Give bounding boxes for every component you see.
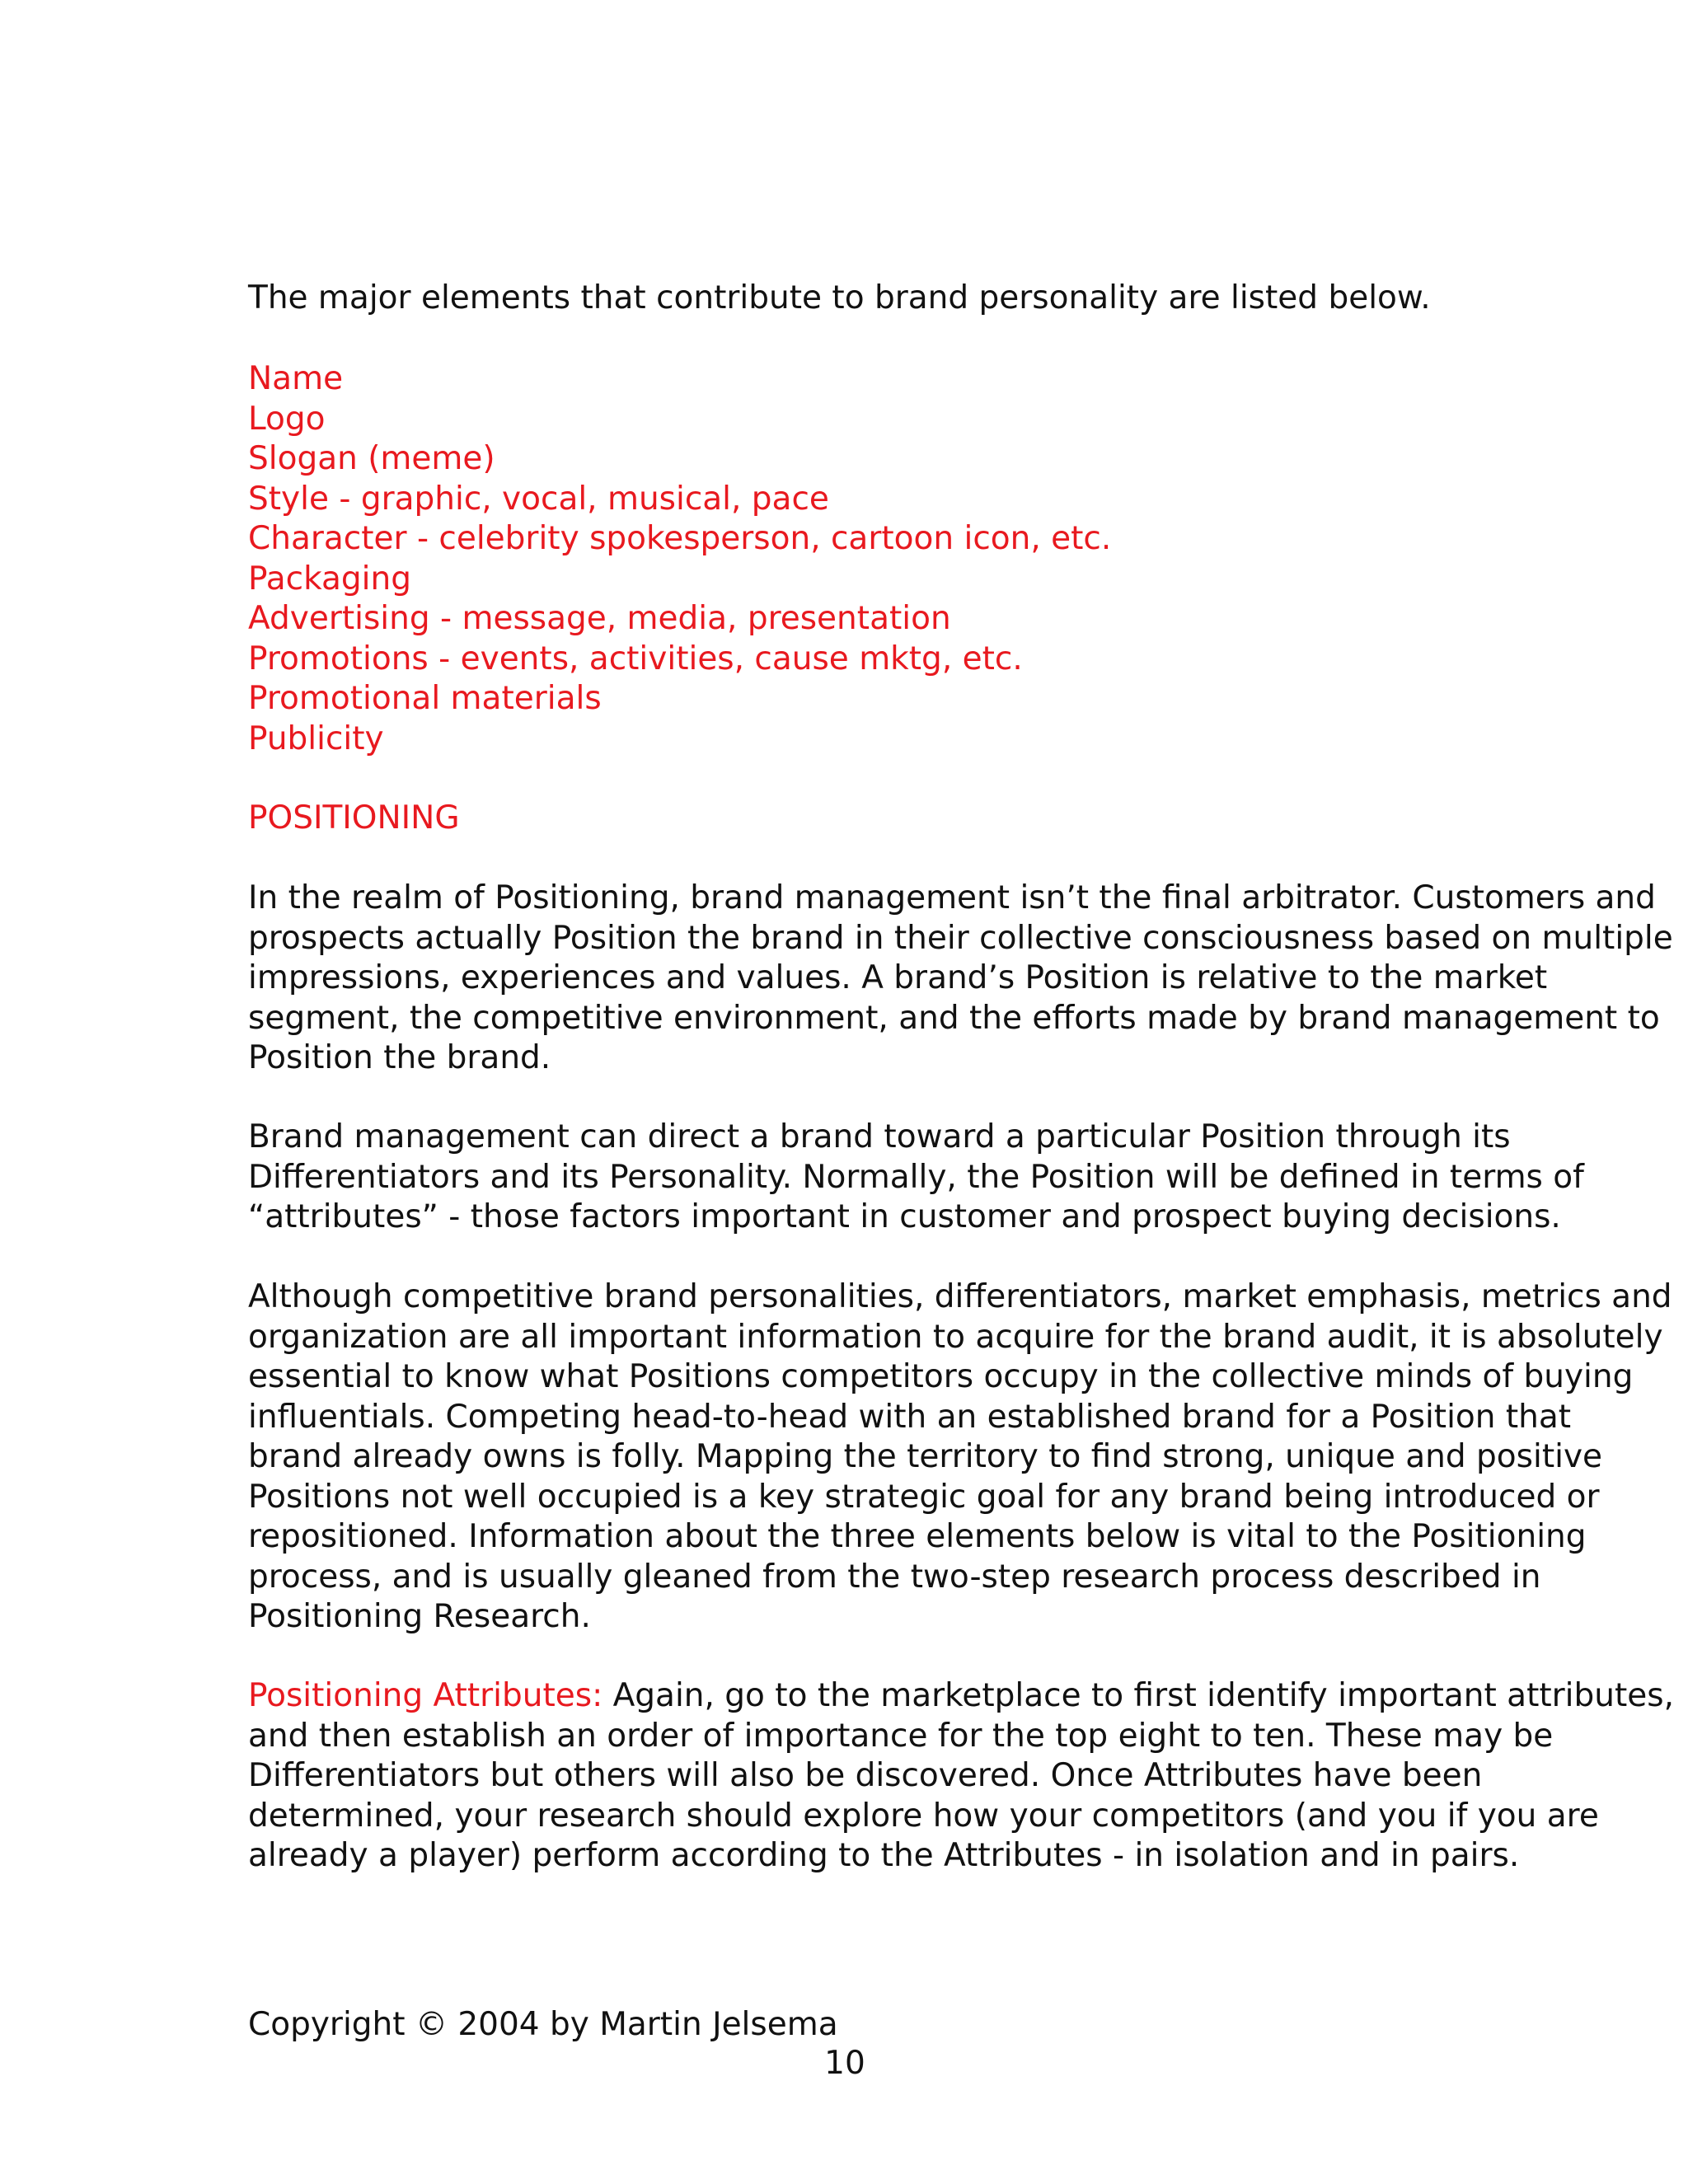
copyright-footer: Copyright © 2004 by Martin Jelsema xyxy=(248,2006,838,2043)
paragraph-line: process, and is usually gleaned from the two-step research process described in xyxy=(248,1558,1541,1596)
list-item: Promotional materials xyxy=(248,680,602,717)
paragraph-line: organization are all important information to acquire for the brand audit, it is absolutely xyxy=(248,1318,1663,1356)
paragraph-line: already a player) perform according to the Attributes - in isolation and in pairs. xyxy=(248,1837,1520,1874)
paragraph-competitive-positions xyxy=(248,1277,1672,1638)
paragraph-line: In the realm of Positioning, brand management isn’t the final arbitrator. Customers and xyxy=(248,879,1656,916)
list-item: Logo xyxy=(248,400,326,438)
paragraph-line: “attributes” - those factors important in customer and prospect buying decisions. xyxy=(248,1198,1561,1235)
paragraph-line: Positions not well occupied is a key strategic goal for any brand being introduced or xyxy=(248,1478,1600,1516)
paragraph-line: Differentiators but others will also be discovered. Once Attributes have been xyxy=(248,1757,1483,1794)
paragraph-positioning-attributes xyxy=(248,1676,1674,1877)
paragraph-brand-management xyxy=(248,1118,1584,1238)
section-heading-positioning: POSITIONING xyxy=(248,799,460,837)
list-item: Promotions - events, activities, cause mktg, etc. xyxy=(248,640,1023,677)
paragraph-line: Brand management can direct a brand toward a particular Position through its xyxy=(248,1118,1511,1155)
paragraph-line: essential to know what Positions competitors occupy in the collective minds of buying xyxy=(248,1358,1634,1395)
paragraph-line: Differentiators and its Personality. Normally, the Position will be defined in terms of xyxy=(248,1158,1584,1196)
list-item: Advertising - message, media, presentation xyxy=(248,600,951,637)
page-number: 10 xyxy=(824,2045,865,2082)
paragraph-line: prospects actually Position the brand in their collective consciousness based on multiple xyxy=(248,919,1673,957)
paragraph-line xyxy=(248,1676,1674,1717)
paragraph-line: and then establish an order of importance for the top eight to ten. These may be xyxy=(248,1717,1554,1755)
paragraph-line: brand already owns is folly. Mapping the territory to find strong, unique and positive xyxy=(248,1438,1603,1475)
paragraph-text: Again, go to the marketplace to first identify important attributes, xyxy=(603,1677,1674,1714)
paragraph-line: influentials. Competing head-to-head with an established brand for a Position that xyxy=(248,1398,1572,1436)
paragraph-line: impressions, experiences and values. A brand’s Position is relative to the market xyxy=(248,959,1548,996)
paragraph-line: Positioning Research. xyxy=(248,1598,591,1635)
paragraph-positioning-realm xyxy=(248,879,1673,1079)
paragraph-line: Position the brand. xyxy=(248,1039,551,1076)
paragraph-line: Although competitive brand personalities, differentiators, market emphasis, metrics and xyxy=(248,1278,1672,1315)
list-item: Style - graphic, vocal, musical, pace xyxy=(248,480,829,518)
list-item: Publicity xyxy=(248,719,384,757)
intro-text: The major elements that contribute to brand personality are listed below. xyxy=(248,279,1431,316)
positioning-attributes-label: Positioning Attributes: xyxy=(248,1677,603,1714)
brand-personality-elements-list xyxy=(248,359,1111,759)
paragraph-line: repositioned. Information about the three elements below is vital to the Positioning xyxy=(248,1518,1587,1555)
paragraph-line: segment, the competitive environment, and the efforts made by brand management to xyxy=(248,999,1660,1037)
paragraph-line: determined, your research should explore how your competitors (and you if you are xyxy=(248,1797,1599,1835)
list-item: Slogan (meme) xyxy=(248,440,495,477)
list-item: Character - celebrity spokesperson, cartoon icon, etc. xyxy=(248,520,1112,557)
list-item: Packaging xyxy=(248,560,411,598)
list-item: Name xyxy=(248,360,344,397)
